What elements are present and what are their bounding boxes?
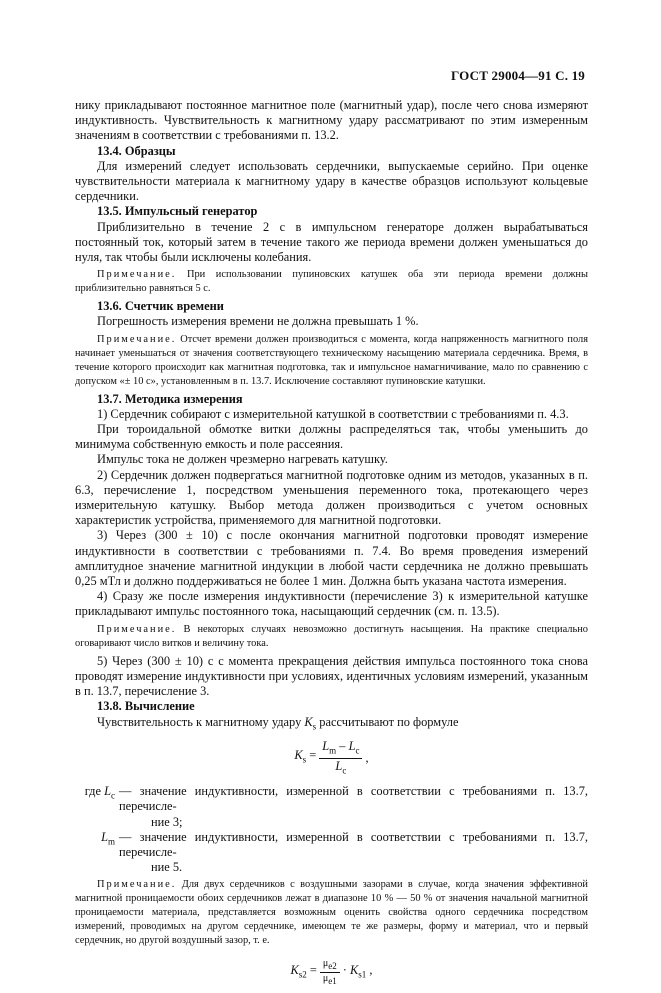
page-content <box>75 98 588 993</box>
step-1-winding: При тороидальной обмотке витки должны распределяться так, чтобы уменьшить до минимума собственную емкость и поле рассеяния. <box>75 422 588 452</box>
section-13-8-title: 13.8. Вычисление <box>97 699 195 714</box>
def-2-cont: ние 5. <box>151 860 183 875</box>
note-text: Отсчет времени должен производиться с момента, когда напряженность магнитного поля начинает уменьшаться от значения соответствующего техническому насыщению материала сердечника. Время, в течение которого происходит как магнитная подготовка, так и импульсное намагничивание, мало по сравнению с допуском «± 10 с», установленным в п. 13.7. Исключение составляют пупиновские катушки. <box>75 333 588 387</box>
section-13-5-note <box>75 268 588 296</box>
section-13-6-note <box>75 333 588 389</box>
step-5: 5) Через (300 ± 10) с с момента прекращения действия импульса постоянного тока снова проводят измерение индуктивности при условиях, идентичных условиям измерений, указанным в п. 13.7, перечисление 3. <box>75 653 588 699</box>
formula-ks: $K_s$ = $\frac{L_m - L_c}{L_c}$ , <box>294 739 369 776</box>
section-13-7-title: 13.7. Методика измерения <box>97 391 243 406</box>
section-13-5-text: Приблизительно в течение 2 с в импульсном генераторе должен вырабатываться постоянный ток, который затем в течение такого же периода времени должен уменьшаться до нуля, так чтобы были исключены колебания. <box>75 219 588 265</box>
section-13-4-text: Для измерений следует использовать сердечники, выпускаемые серийно. При оценке чувствительности материала к магнитному удару в качестве образцов используют кольцевые сердечники. <box>75 158 588 204</box>
section-13-6-text: Погрешность измерения времени не должна превышать 1 %. <box>97 314 419 329</box>
step-2: 2) Сердечник должен подвергаться магнитной подготовке одним из методов, указанных в п. 6.3, перечисление 1, посредством уменьшения переменного тока, протекающего через измерительную катушку. Выбор метода должен производиться с учетом основных характеристик устройства, применяемого для магнитной подготовки. <box>75 467 588 528</box>
def-2-text: — значение индуктивности, измеренной в соответствии с требованиями п. 13.7, перечисле- <box>119 829 588 859</box>
section-13-5-title: 13.5. Импульсный генератор <box>97 204 258 219</box>
def-1-symbol: где $L_c$ <box>84 784 115 801</box>
section-13-8-note <box>75 878 588 948</box>
def-1-text: — значение индуктивности, измеренной в соответствии с требованиями п. 13.7, перечисле- <box>119 784 588 814</box>
note-label: Примечание. <box>97 269 177 281</box>
intro-paragraph: нику прикладывают постоянное магнитное поле (магнитный удар), после чего снова измеряют индуктивность. Чувствительность к магнитному удару рассматривают по этим измеренным значениям в соответствии с требованиями п. 13.2. <box>75 98 588 143</box>
note-label: Примечание. <box>97 333 177 345</box>
section-13-8-lead: Чувствительность к магнитному удару $K_s$ рассчитывают по формуле <box>97 714 459 731</box>
page-header: ГОСТ 29004—91 С. 19 <box>451 68 585 83</box>
note-label: Примечание. <box>97 623 177 635</box>
def-2-symbol: $L_m$ <box>101 829 115 847</box>
def-1-cont: ние 3; <box>151 814 183 829</box>
formula-ks2: $K_{s2}$ = $\frac{\mu_{e2}}{\mu_{e1}}$ · $K_{s1}$ , <box>290 957 373 986</box>
section-13-4-title: 13.4. Образцы <box>97 143 176 158</box>
note-text: Для двух сердечников с воздушными зазорами в случае, когда значения эффективной магнитной проницаемости обоих сердечников лежат в диапазоне 10 % — 50 % от значения начальной магнитной проницаемости материала, представляется возможным оценить свойства одного сердечника посредством измерений, проводимых на другом сердечнике, имеющем те же размеры, форму и материал, что и первый сердечник, но другой воздушный зазор, т. е. <box>75 879 588 947</box>
section-13-7-note <box>75 623 588 651</box>
note-label: Примечание. <box>97 879 177 891</box>
step-1-heating: Импульс тока не должен чрезмерно нагревать катушку. <box>97 452 388 467</box>
step-4: 4) Сразу же после измерения индуктивности (перечисление 3) к измерительной катушке прикладывают импульс постоянного тока, насыщающий сердечник (см. п. 13.5). <box>75 589 588 619</box>
step-1: 1) Сердечник собирают с измерительной катушкой в соответствии с требованиями п. 4.3. <box>97 406 569 421</box>
symbol-definitions <box>75 784 588 875</box>
note-text: При использовании пупиновских катушек оба эти периода времени должны приблизительно равняться 5 с. <box>75 269 588 295</box>
note-text: В некоторых случаях невозможно достигнуть насыщения. На практике специально оговаривают число витков и величину тока. <box>75 623 588 649</box>
section-13-6-title: 13.6. Счетчик времени <box>97 299 224 314</box>
step-3: 3) Через (300 ± 10) с после окончания магнитной подготовки проводят измерение индуктивности в соответствии с требованиями п. 7.4. Во время проведения измерений амплитудное значение магнитной индукции в любой части сердечника не должно превышать 0,25 мТл и должно поддерживаться не более 1 мин. Должна быть указана частота измерения. <box>75 528 588 589</box>
